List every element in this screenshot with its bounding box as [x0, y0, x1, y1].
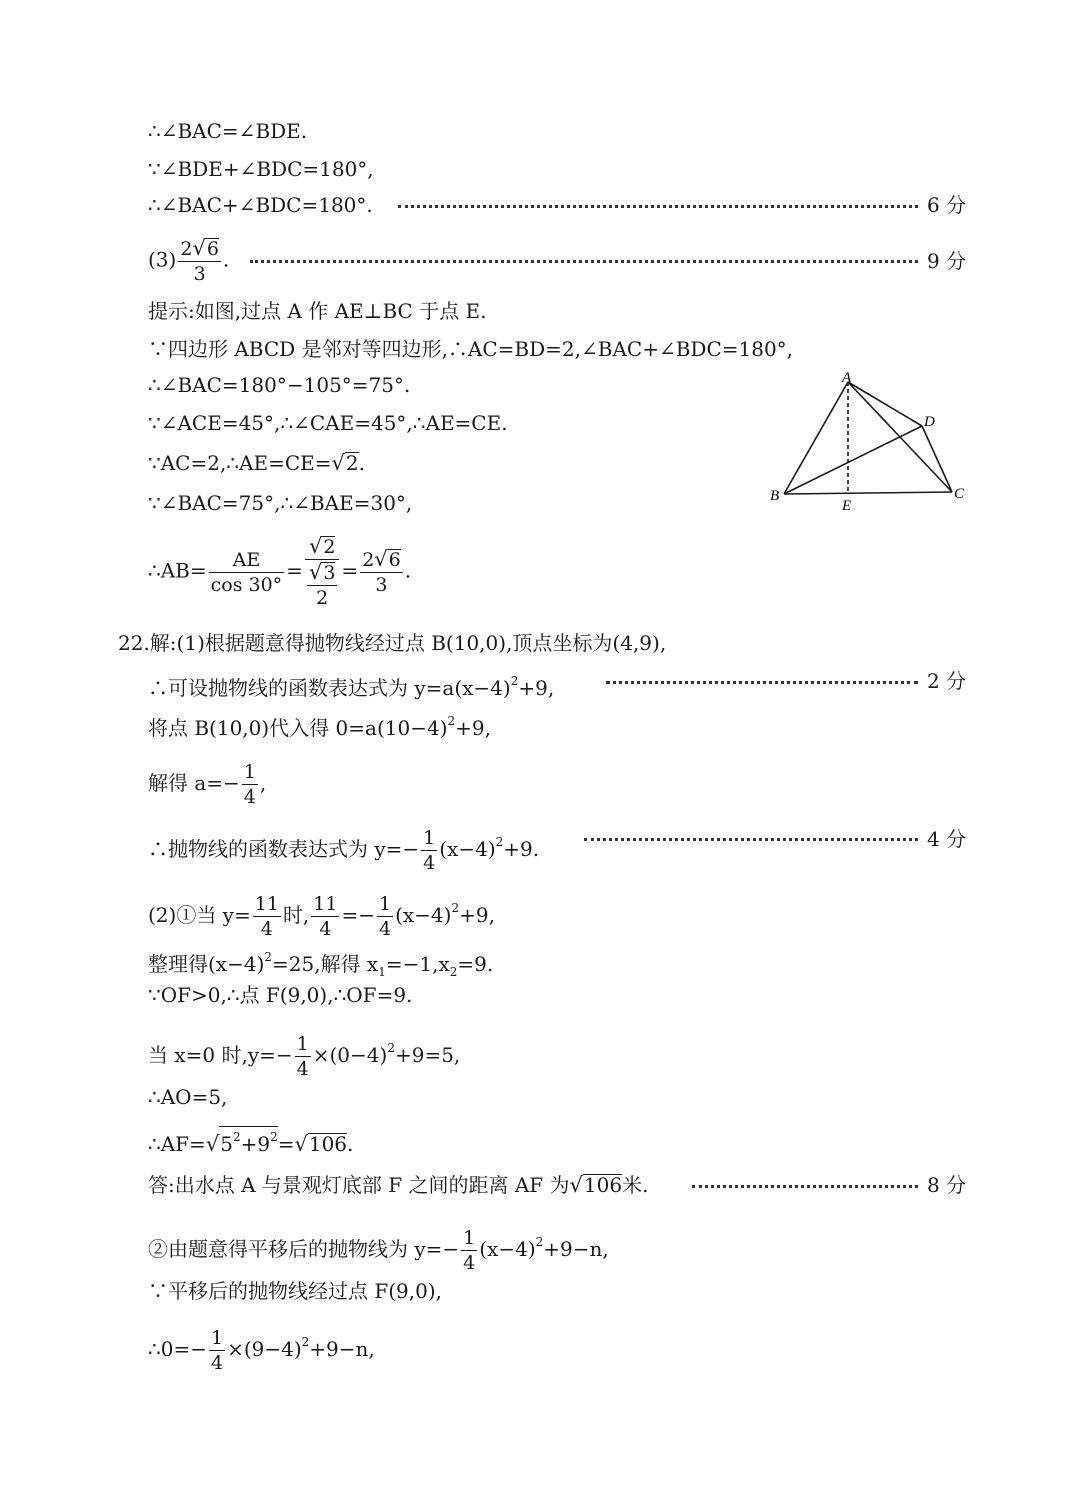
label-c: C: [954, 486, 965, 502]
ab-equation: ∴AB= $\frac{AE}{\cos 30^\circ}$ = $\frac{√2}{\frac{√3}{2}}$ = $\frac{2√6}{3}$ .: [148, 534, 412, 609]
dotted-leader: [606, 681, 918, 684]
dotted-leader: [250, 260, 918, 263]
score-8: 8 分: [927, 1173, 967, 1197]
hint-line-4: ∵∠ACE=45°,∴∠CAE=45°,∴AE=CE.: [148, 411, 508, 435]
hint-line-3: ∴∠BAC=180°−105°=75°.: [148, 373, 411, 397]
q22-af-line: $\therefore AF=√5^2+9^2=√106$.: [148, 1126, 353, 1157]
q22-of-line: ∵OF>0,∴点 F(9,0),∴OF=9.: [148, 983, 413, 1007]
segment-dc: [922, 426, 952, 492]
q22-x0-line: 当 x=0 时,y=− $\frac{1}{4}$ $\times(0-4)^2+9=5$,: [148, 1033, 461, 1080]
q22-line-2: ∴可设抛物线的函数表达式为 $y=a(x-4)^2+9$,: [148, 674, 555, 700]
q22-through-f-line: ∵平移后的抛物线经过点 F(9,0),: [148, 1279, 443, 1303]
q22-line-3: 将点 B(10,0)代入得 $0=a(10-4)^2+9$,: [148, 714, 491, 740]
part3-answer: (3) $\frac{2√6}{3}$ .: [148, 236, 230, 285]
q22-shift-line: ②由题意得平移后的抛物线为 y=− $\frac{1}{4}$ $(x-4)^2+9-n$,: [148, 1227, 609, 1274]
dotted-leader: [584, 838, 918, 841]
q22-solve-line: 整理得$(x-4)^2=25$,解得 $x_1=-1,x_2=9$.: [148, 950, 494, 979]
hint-line: 提示:如图,过点 A 作 AE⊥BC 于点 E.: [148, 299, 487, 323]
score-2: 2 分: [927, 669, 967, 693]
hint-line-2: ∵四边形 ABCD 是邻对等四边形,∴AC=BD=2,∠BAC+∠BDC=180°,: [148, 337, 794, 361]
proof-line-3: ∴∠BAC+∠BDC=180°.: [148, 193, 373, 217]
q22-line-4: 解得 a=− $\frac{1}{4}$ ,: [148, 761, 267, 808]
hint-line-6: ∵∠BAC=75°,∴∠BAE=30°,: [148, 491, 413, 515]
dotted-leader: [692, 1185, 918, 1188]
score-6: 6 分: [927, 193, 967, 217]
segment-ad: [848, 382, 922, 426]
geometry-figure: [762, 368, 972, 518]
segment-ab: [784, 382, 848, 494]
dotted-leader: [398, 205, 918, 208]
label-e: E: [842, 498, 852, 514]
label-b: B: [770, 488, 780, 504]
q22-ao-line: ∴AO=5,: [148, 1085, 228, 1109]
hint-line-5: ∵AC=2,∴AE=CE=√2.: [148, 451, 365, 475]
segment-bd: [784, 426, 922, 494]
segment-bc: [784, 492, 952, 494]
score-4: 4 分: [927, 827, 967, 851]
label-a: A: [842, 370, 852, 386]
proof-line-1: ∴∠BAC=∠BDE.: [148, 119, 308, 143]
q22-final-line: ∴0=− $\frac{1}{4}$ $\times(9-4)^2+9-n$,: [148, 1327, 375, 1374]
answer-fraction: $\frac{2√6}{3}$: [180, 236, 219, 285]
score-9: 9 分: [927, 249, 967, 273]
q22-part2-line: (2)①当 y= $\frac{11}{4}$ 时, $\frac{11}{4}$ =− $\frac{1}{4}$ $(x-4)^2+9$,: [148, 893, 495, 940]
q22-line-1: 22.解:(1)根据题意得抛物线经过点 B(10,0),顶点坐标为(4,9),: [118, 631, 667, 655]
label-d: D: [924, 414, 935, 430]
proof-line-2: ∵∠BDE+∠BDC=180°,: [148, 157, 374, 181]
q22-line-5: ∴抛物线的函数表达式为 y=− $\frac{1}{4}$ $(x-4)^2+9$.: [148, 827, 540, 874]
q22-answer-line: 答:出水点 A 与景观灯底部 F 之间的距离 AF 为√106米.: [148, 1173, 649, 1197]
